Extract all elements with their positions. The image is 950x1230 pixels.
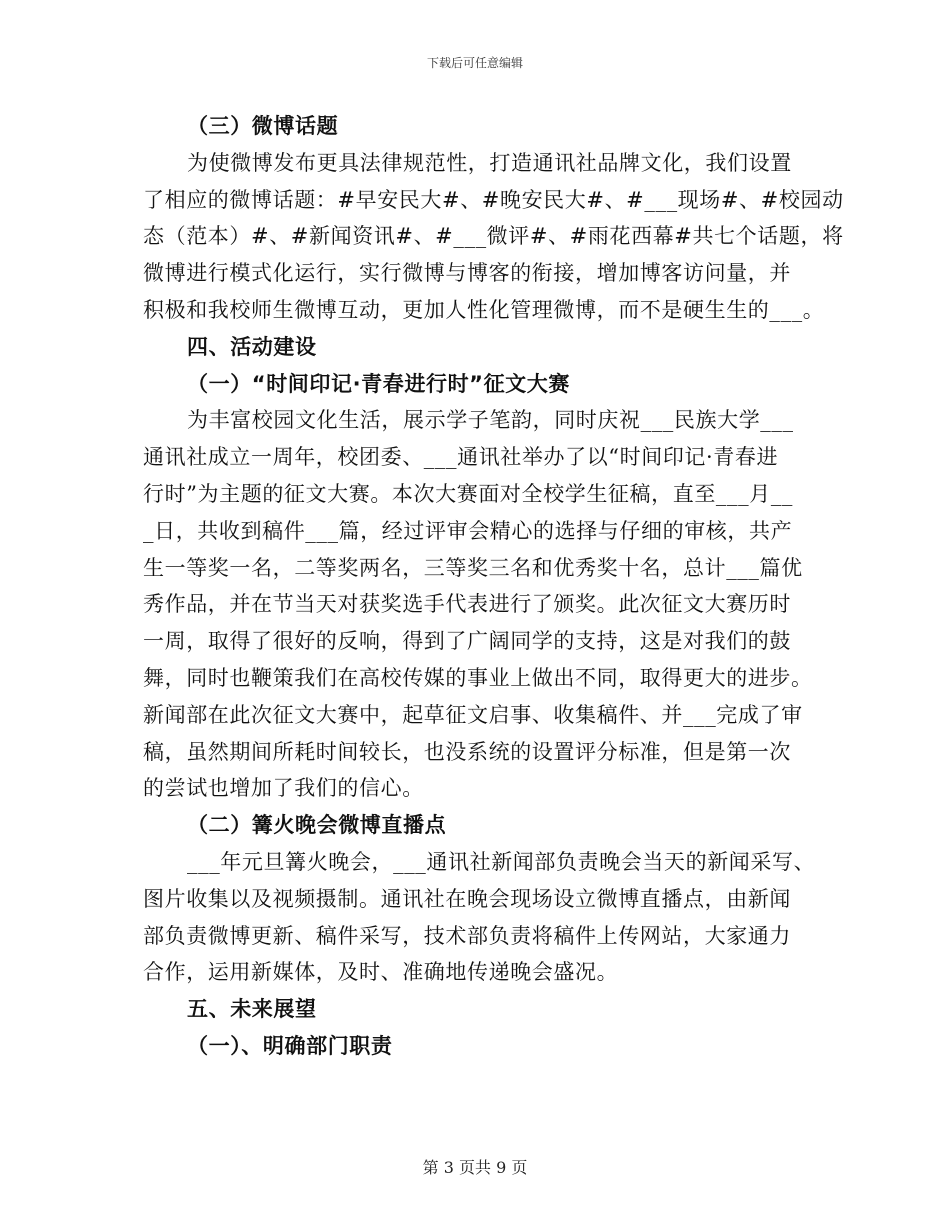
paragraph-line: 一周，取得了很好的反响，得到了广阔同学的支持，这是对我们的鼓 bbox=[143, 629, 791, 654]
paragraph-line: 为丰富校园文化生活，展示学子笔韵，同时庆祝___民族大学___ bbox=[187, 408, 794, 433]
paragraph-line: 的尝试也增加了我们的信心。 bbox=[143, 776, 424, 801]
section-heading: 五、未来展望 bbox=[187, 997, 317, 1022]
paragraph-line: 秀作品，并在节当天对获奖选手代表进行了颁奖。此次征文大赛历时 bbox=[143, 592, 791, 617]
paragraph-line: 微博进行模式化运行，实行微博与博客的衔接，增加博客访问量，并 bbox=[143, 261, 791, 286]
section-heading: （一）“时间印记·青春进行时”征文大赛 bbox=[187, 371, 570, 396]
paragraph-line: 稿，虽然期间所耗时间较长，也没系统的设置评分标准，但是第一次 bbox=[143, 739, 791, 764]
paragraph-line: _日，共收到稿件___篇，经过评审会精心的选择与仔细的审核，共产 bbox=[143, 518, 793, 543]
paragraph-line: 部负责微博更新、稿件采写，技术部负责将稿件上传网站，大家通力 bbox=[143, 923, 791, 948]
paragraph-line: 图片收集以及视频摄制。通讯社在晚会现场设立微博直播点，由新闻 bbox=[143, 886, 791, 911]
section-heading: （一）、明确部门职责 bbox=[187, 1033, 393, 1058]
paragraph-line: 新闻部在此次征文大赛中，起草征文启事、收集稿件、并___完成了审 bbox=[143, 702, 803, 727]
document-body bbox=[143, 108, 844, 1065]
paragraph-line: 积极和我校师生微博互动，更加人性化管理微博，而不是硬生生的___。 bbox=[143, 297, 825, 322]
paragraph-line: ___年元旦篝火晚会，___通讯社新闻部负责晚会当天的新闻采写、 bbox=[187, 849, 816, 874]
section-heading: （三）微博话题 bbox=[187, 114, 339, 138]
section-heading: （二）篝火晚会微博直播点 bbox=[187, 813, 447, 838]
paragraph-line: 舞，同时也鞭策我们在高校传媒的事业上做出不同，取得更大的进步。 bbox=[143, 665, 813, 690]
section-heading: 四、活动建设 bbox=[187, 334, 317, 359]
paragraph-line: 行时”为主题的征文大赛。本次大赛面对全校学生征稿，直至___月__ bbox=[143, 481, 794, 506]
paragraph-line: 通讯社成立一周年，校团委、___通讯社举办了以“时间印记·青春进 bbox=[143, 445, 779, 470]
paragraph-line: 了相应的微博话题：#早安民大#、#晚安民大#、#___现场#、#校园动 bbox=[143, 187, 844, 212]
paragraph-line: 合作，运用新媒体，及时、准确地传递晚会盛况。 bbox=[143, 960, 619, 985]
paragraph-line: 生一等奖一名，二等奖两名，三等奖三名和优秀奖十名，总计___篇优 bbox=[143, 555, 803, 580]
page-header: 下载后可任意编辑 bbox=[426, 56, 523, 70]
paragraph-line: 为使微博发布更具法律规范性，打造通讯社品牌文化，我们设置 bbox=[187, 150, 792, 175]
paragraph-line: 态（范本）#、#新闻资讯#、#___微评#、#雨花西幕#共七个话题，将 bbox=[143, 224, 844, 249]
page-number: 第 3 页共 9 页 bbox=[422, 1158, 528, 1177]
